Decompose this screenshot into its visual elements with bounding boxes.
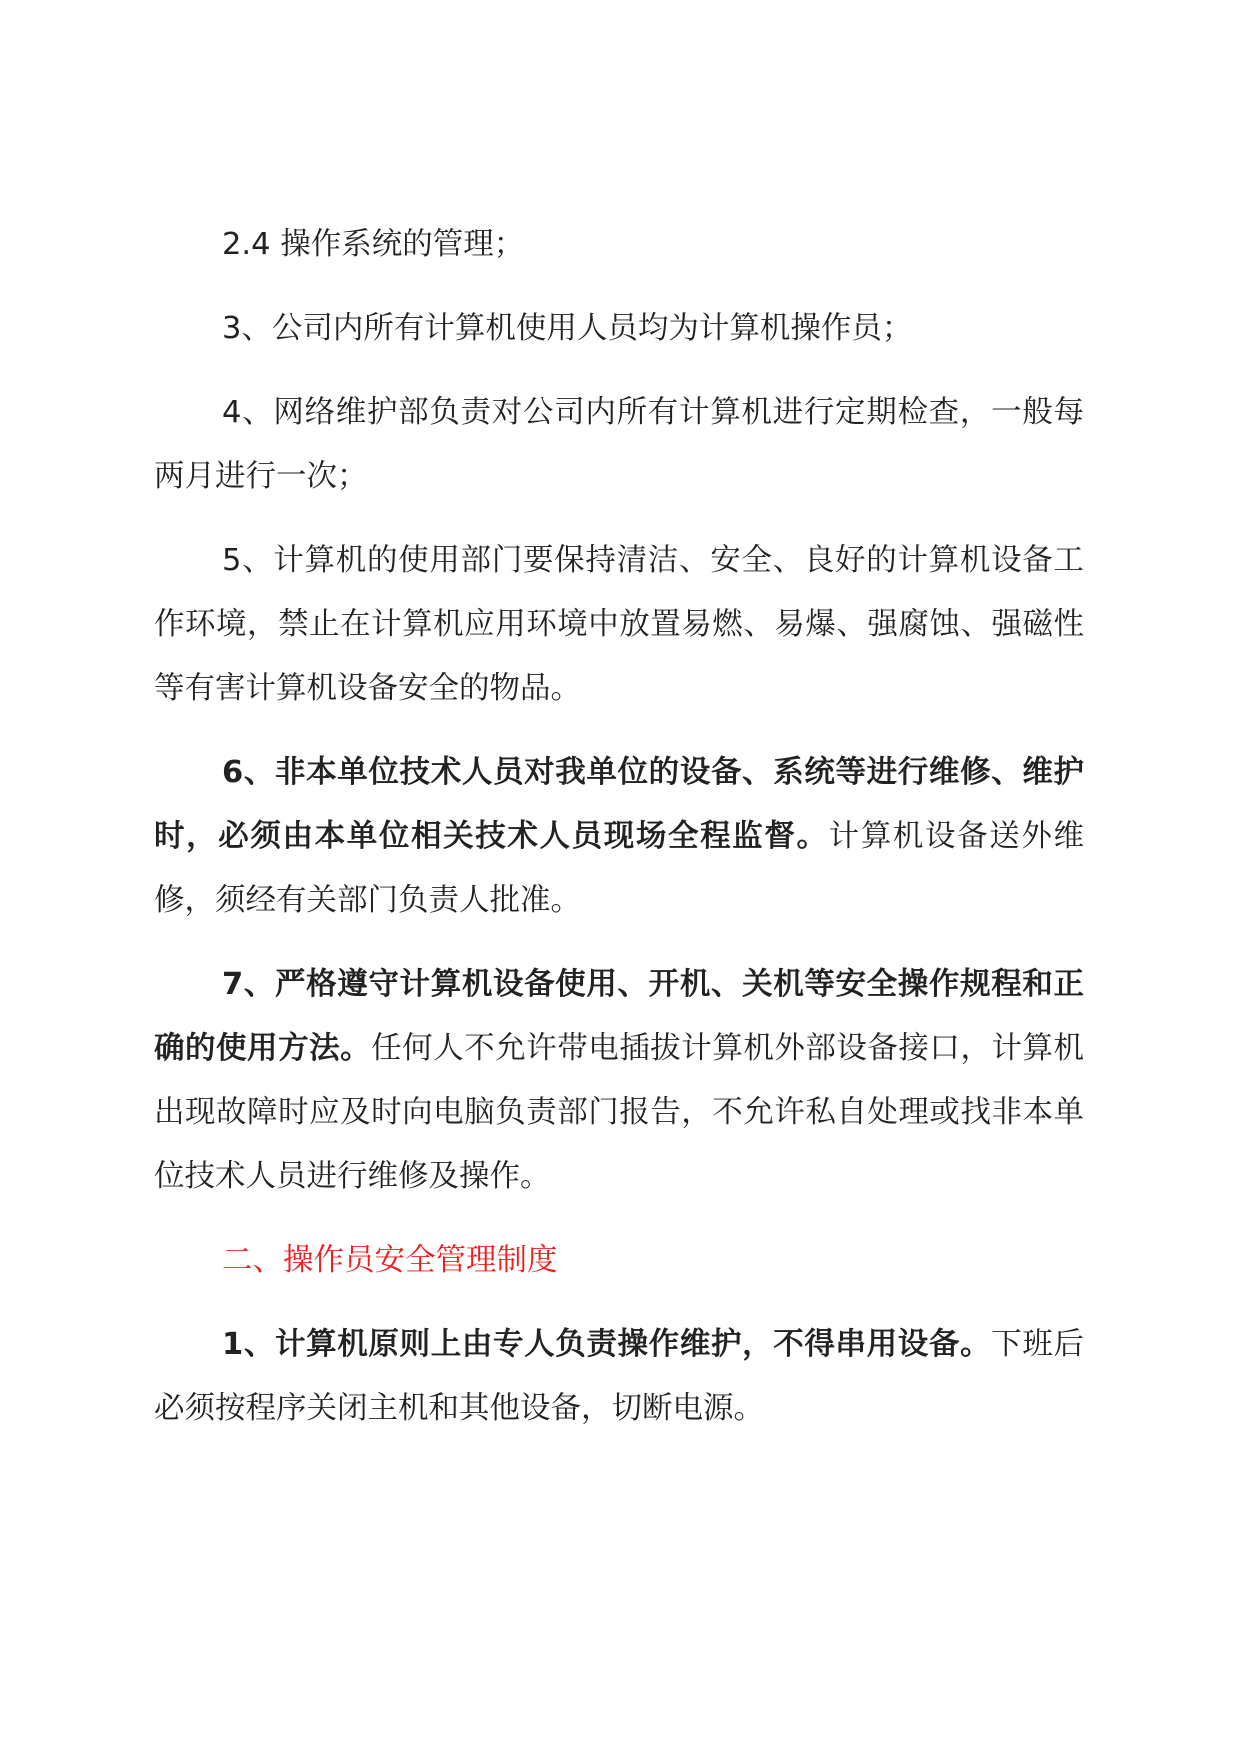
- paragraph-text: 4、网络维护部负责对公司内所有计算机进行定期检查，一般每两月进行一次；: [154, 395, 1084, 494]
- paragraph-text: 任何人不允许带电插拔计算机外部设备接口，计算机出现故障时应及时向电脑负责部门报告，不允许私自处理或找非本单位技术人员进行维修及操作。: [154, 1031, 1085, 1194]
- paragraph-text: 3、公司内所有计算机使用人员均为计算机操作员；: [222, 311, 913, 346]
- paragraph-3: [154, 297, 1084, 361]
- paragraph-bold-text: 1、计算机原则上由专人负责操作维护，不得串用设备。: [222, 1327, 992, 1362]
- paragraph-text: 下班后必须按程序关闭主机和其他设备，切断电源。: [154, 1327, 1084, 1426]
- paragraph-6: [154, 741, 1084, 933]
- paragraph-2-4: [154, 213, 1084, 277]
- paragraph-bold-text: 7、严格遵守计算机设备使用、开机、关机等安全操作规程和正确的使用方法。: [154, 967, 1084, 1066]
- paragraph-7: [154, 953, 1084, 1209]
- paragraph-text: 计算机设备送外维修，须经有关部门负责人批准。: [154, 819, 1084, 918]
- section-heading: 二、操作员安全管理制度: [222, 1243, 558, 1278]
- section-paragraph-1: [154, 1313, 1084, 1441]
- paragraph-text: 2.4 操作系统的管理；: [222, 227, 525, 262]
- document-body: [154, 213, 1084, 1461]
- paragraph-text: 5、计算机的使用部门要保持清洁、安全、良好的计算机设备工作环境，禁止在计算机应用环境中放置易燃、易爆、强腐蚀、强磁性等有害计算机设备安全的物品。: [154, 543, 1084, 706]
- paragraph-5: [154, 529, 1084, 721]
- paragraph-bold-text: 6、非本单位技术人员对我单位的设备、系统等进行维修、维护时，必须由本单位相关技术人员现场全程监督。: [154, 755, 1084, 854]
- paragraph-4: [154, 381, 1084, 509]
